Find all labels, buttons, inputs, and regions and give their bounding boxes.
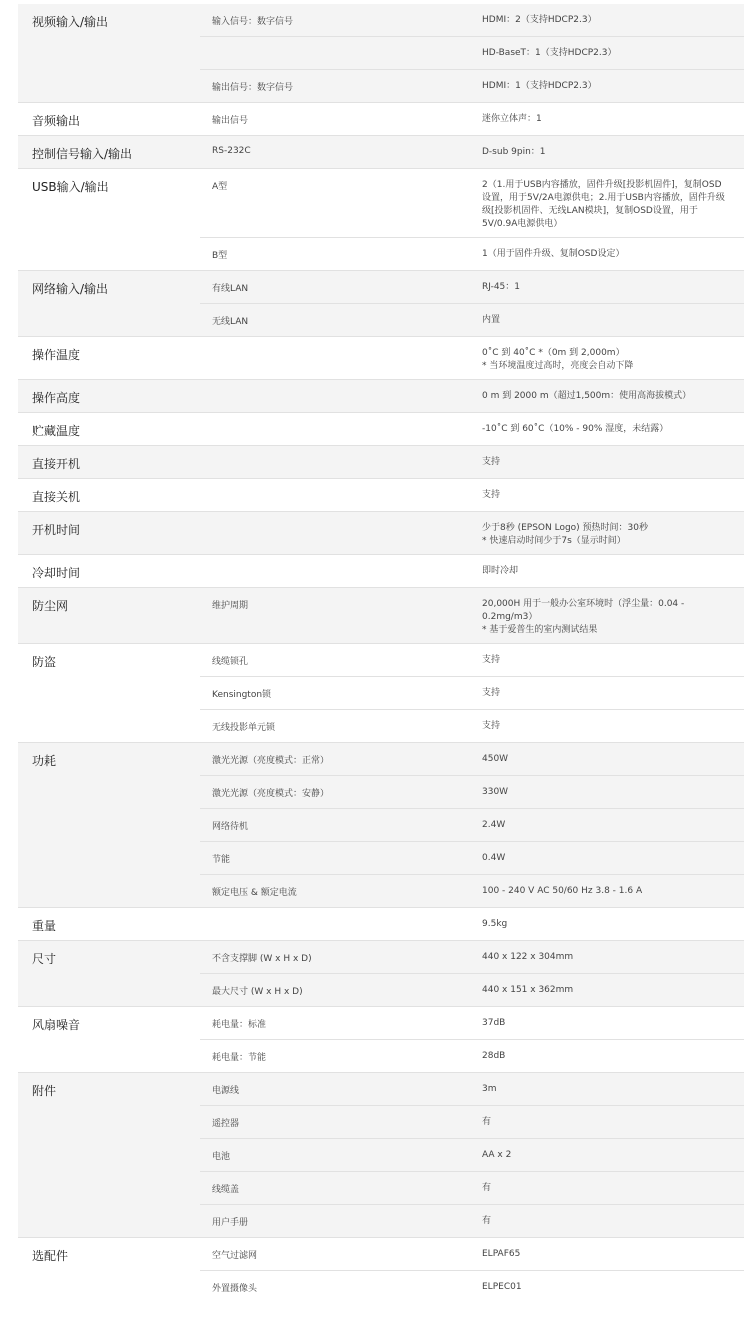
spec-rows [200, 1007, 744, 1072]
spec-group-title: 音频输出 [18, 103, 200, 135]
spec-sub-label: 节能 [212, 855, 231, 865]
spec-row [200, 1073, 744, 1105]
spec-value-line: 即时冷却 [482, 566, 519, 576]
spec-value-line: 少于8秒 (EPSON Logo) 预热时间：30秒 [482, 523, 649, 533]
spec-row [200, 1270, 744, 1303]
spec-value-line: * 快速启动时间少于7s（显示时间） [482, 536, 626, 546]
spec-rows [200, 169, 744, 270]
spec-sub-label [200, 446, 472, 478]
spec-sub-label [200, 908, 472, 940]
spec-value-line: 有 [482, 1117, 492, 1127]
spec-sub-label: 激光光源（亮度模式：安静） [212, 789, 330, 799]
spec-value [472, 1271, 744, 1303]
spec-value [472, 4, 744, 36]
spec-value-line: 0.2mg/m3） [482, 612, 538, 622]
spec-row [200, 874, 744, 907]
spec-group-title: 防尘网 [18, 588, 200, 643]
spec-rows [200, 743, 744, 907]
spec-row [200, 1171, 744, 1204]
spec-rows [200, 337, 744, 379]
spec-sub-label: Kensington锁 [212, 690, 272, 700]
spec-value-line: 9.5kg [482, 919, 508, 929]
spec-group-title: 功耗 [18, 743, 200, 907]
spec-value [472, 70, 744, 102]
spec-value [472, 588, 744, 643]
spec-value [472, 169, 744, 237]
spec-value-line: 有 [482, 1183, 492, 1193]
spec-value [472, 1139, 744, 1171]
spec-sub-label [200, 37, 472, 69]
spec-value-line: 440 x 151 x 362mm [482, 985, 574, 995]
spec-sub-label: 外置摄像头 [212, 1284, 258, 1294]
spec-sub-label: 耗电量：节能 [212, 1053, 267, 1063]
spec-value-line: 支持 [482, 490, 501, 500]
spec-value-line: 0.4W [482, 853, 506, 863]
spec-row [200, 479, 744, 511]
spec-value-line: D-sub 9pin：1 [482, 147, 546, 157]
spec-row [200, 775, 744, 808]
spec-row [200, 555, 744, 587]
spec-value-line: 0 m 到 2000 m（超过1,500m：使用高海拔模式） [482, 391, 692, 401]
spec-row [200, 303, 744, 336]
spec-sub-label: 电池 [212, 1152, 231, 1162]
spec-group [18, 102, 744, 135]
spec-value-line: 3m [482, 1084, 497, 1094]
spec-value-line: 级[投影机固件、无线LAN模块]，复制OSD设置，用于 [482, 206, 698, 216]
spec-rows [200, 908, 744, 940]
spec-value [472, 479, 744, 511]
spec-row [200, 841, 744, 874]
spec-value [472, 446, 744, 478]
spec-value [472, 512, 744, 554]
spec-sub-label [200, 512, 472, 554]
spec-value-line: HDMI：1（支持HDCP2.3） [482, 81, 597, 91]
spec-row [200, 709, 744, 742]
spec-row [200, 413, 744, 445]
spec-value [472, 413, 744, 445]
spec-value-line: 1（用于固件升级、复制OSD设定） [482, 249, 625, 259]
spec-group-title: 贮藏温度 [18, 413, 200, 445]
spec-value-line: 支持 [482, 688, 501, 698]
spec-rows [200, 413, 744, 445]
spec-rows [200, 446, 744, 478]
spec-value [472, 743, 744, 775]
spec-group [18, 336, 744, 379]
spec-value-line: 设置，用于5V/2A电源供电；2.用于USB内容播放，固件升级 [482, 193, 725, 203]
spec-row [200, 1138, 744, 1171]
spec-sub-label: 用户手册 [212, 1218, 249, 1228]
spec-group [18, 135, 744, 168]
spec-value-line: 支持 [482, 655, 501, 665]
spec-value [472, 1106, 744, 1138]
spec-value [472, 776, 744, 808]
spec-row [200, 808, 744, 841]
spec-row [200, 136, 744, 168]
spec-sub-label: 不含支撑脚 (W x H x D) [212, 954, 312, 964]
spec-rows [200, 271, 744, 336]
spec-sub-label: B型 [212, 251, 228, 261]
spec-sub-label: 维护周期 [212, 601, 249, 611]
spec-row [200, 237, 744, 270]
spec-row [200, 1238, 744, 1270]
spec-group-title: 防盗 [18, 644, 200, 742]
spec-group [18, 643, 744, 742]
spec-sub-label: 电源线 [212, 1086, 240, 1096]
spec-row [200, 69, 744, 102]
spec-group-title: 开机时间 [18, 512, 200, 554]
spec-group-title: 控制信号输入/输出 [18, 136, 200, 168]
spec-sub-label: 有线LAN [212, 284, 249, 294]
spec-value-line: 支持 [482, 457, 501, 467]
spec-value [472, 271, 744, 303]
spec-value-line: 支持 [482, 721, 501, 731]
spec-value-line: RJ-45：1 [482, 282, 521, 292]
spec-group-title: 风扇噪音 [18, 1007, 200, 1072]
spec-value [472, 555, 744, 587]
spec-group [18, 554, 744, 587]
spec-group [18, 1006, 744, 1072]
spec-sub-label [200, 413, 472, 445]
spec-value-line: 0˚C 到 40˚C *（0m 到 2,000m） [482, 348, 625, 358]
spec-row [200, 103, 744, 135]
spec-group [18, 478, 744, 511]
spec-row [200, 271, 744, 303]
spec-value [472, 710, 744, 742]
spec-value-line: AA x 2 [482, 1150, 512, 1160]
spec-row [200, 743, 744, 775]
spec-row [200, 446, 744, 478]
spec-group-title: 附件 [18, 1073, 200, 1237]
spec-sub-label: 线缆盖 [212, 1185, 240, 1195]
spec-sub-label: 网络待机 [212, 822, 249, 832]
spec-value [472, 238, 744, 270]
spec-value-line: ELPAF65 [482, 1249, 521, 1259]
spec-rows [200, 103, 744, 135]
spec-sub-label: 遥控器 [212, 1119, 240, 1129]
spec-value-line: 20,000H 用于一般办公室环境时（浮尘量：0.04 - [482, 599, 685, 609]
spec-value-line: -10˚C 到 60˚C（10% - 90% 湿度，未结露） [482, 424, 669, 434]
spec-rows [200, 1238, 744, 1303]
spec-row [200, 676, 744, 709]
spec-row [200, 908, 744, 940]
spec-row [200, 169, 744, 237]
spec-value [472, 875, 744, 907]
spec-value-line: 28dB [482, 1051, 506, 1061]
spec-value [472, 1172, 744, 1204]
spec-sub-label: 无线LAN [212, 317, 249, 327]
spec-value-line: HDMI：2（支持HDCP2.3） [482, 15, 597, 25]
spec-group [18, 940, 744, 1006]
spec-sub-label: A型 [212, 182, 228, 192]
spec-group-title: 冷却时间 [18, 555, 200, 587]
spec-value [472, 644, 744, 676]
spec-rows [200, 1073, 744, 1237]
spec-sub-label: RS-232C [212, 146, 251, 156]
spec-value [472, 1040, 744, 1072]
spec-group-title: 操作温度 [18, 337, 200, 379]
spec-rows [200, 512, 744, 554]
spec-rows [200, 479, 744, 511]
spec-group-title: 尺寸 [18, 941, 200, 1006]
spec-rows [200, 588, 744, 643]
spec-value [472, 809, 744, 841]
spec-sub-label: 输入信号：数字信号 [212, 17, 294, 27]
spec-sub-label: 激光光源（亮度模式：正常） [212, 756, 330, 766]
spec-group [18, 511, 744, 554]
spec-sub-label: 耗电量：标准 [212, 1020, 267, 1030]
spec-row [200, 941, 744, 973]
spec-value [472, 1205, 744, 1237]
spec-table [18, 4, 744, 1303]
spec-sub-label: 无线投影单元锁 [212, 723, 276, 733]
spec-group-title: 操作高度 [18, 380, 200, 412]
spec-group [18, 168, 744, 270]
spec-sub-label [200, 479, 472, 511]
spec-value [472, 941, 744, 973]
spec-rows [200, 644, 744, 742]
spec-sub-label: 输出信号：数字信号 [212, 83, 294, 93]
spec-value-line: 37dB [482, 1018, 506, 1028]
spec-group [18, 1072, 744, 1237]
spec-row [200, 1105, 744, 1138]
spec-value [472, 136, 744, 168]
spec-value-line: 450W [482, 754, 509, 764]
spec-group [18, 587, 744, 643]
spec-row [200, 1039, 744, 1072]
spec-rows [200, 941, 744, 1006]
spec-sub-label [200, 337, 472, 379]
spec-group [18, 742, 744, 907]
spec-sub-label: 线缆锁孔 [212, 657, 249, 667]
spec-value [472, 337, 744, 379]
spec-value-line: HD-BaseT：1（支持HDCP2.3） [482, 48, 617, 58]
spec-rows [200, 380, 744, 412]
spec-row [200, 973, 744, 1006]
spec-group-title: 重量 [18, 908, 200, 940]
spec-group [18, 4, 744, 102]
spec-group [18, 412, 744, 445]
spec-group-title: 直接关机 [18, 479, 200, 511]
spec-row [200, 380, 744, 412]
spec-value [472, 103, 744, 135]
spec-sub-label [200, 380, 472, 412]
spec-value-line: 330W [482, 787, 509, 797]
spec-group [18, 270, 744, 336]
spec-group [18, 907, 744, 940]
spec-value [472, 974, 744, 1006]
spec-row [200, 4, 744, 36]
spec-row [200, 337, 744, 379]
spec-rows [200, 136, 744, 168]
spec-sub-label: 输出信号 [212, 116, 249, 126]
spec-group-title: 直接开机 [18, 446, 200, 478]
spec-value [472, 908, 744, 940]
spec-row [200, 1204, 744, 1237]
spec-rows [200, 555, 744, 587]
spec-value-line: ELPEC01 [482, 1282, 522, 1292]
spec-row [200, 588, 744, 643]
spec-sub-label [200, 555, 472, 587]
spec-row [200, 644, 744, 676]
spec-row [200, 36, 744, 69]
spec-group-title: 视频输入/输出 [18, 4, 200, 102]
spec-value [472, 1007, 744, 1039]
spec-value-line: 2.4W [482, 820, 506, 830]
spec-value-line: 440 x 122 x 304mm [482, 952, 574, 962]
spec-rows [200, 4, 744, 102]
spec-sub-label: 空气过滤网 [212, 1251, 258, 1261]
spec-group [18, 445, 744, 478]
spec-value-line: 5V/0.9A电源供电） [482, 219, 563, 229]
spec-sub-label: 最大尺寸 (W x H x D) [212, 987, 303, 997]
spec-value-line: 内置 [482, 315, 501, 325]
spec-value [472, 677, 744, 709]
spec-value [472, 37, 744, 69]
spec-value-line: * 基于爱普生的室内测试结果 [482, 625, 598, 635]
spec-value [472, 1238, 744, 1270]
spec-value [472, 1073, 744, 1105]
spec-value-line: * 当环境温度过高时，亮度会自动下降 [482, 361, 634, 371]
spec-value [472, 380, 744, 412]
spec-group-title: 网络输入/输出 [18, 271, 200, 336]
spec-group [18, 379, 744, 412]
spec-group-title: 选配件 [18, 1238, 200, 1303]
spec-row [200, 512, 744, 554]
spec-group [18, 1237, 744, 1303]
spec-value-line: 迷你立体声：1 [482, 114, 542, 124]
spec-row [200, 1007, 744, 1039]
spec-value-line: 100 - 240 V AC 50/60 Hz 3.8 - 1.6 A [482, 886, 643, 896]
spec-group-title: USB输入/输出 [18, 169, 200, 270]
spec-value-line: 2（1.用于USB内容播放，固件升级[投影机固件]，复制OSD [482, 180, 722, 190]
spec-value-line: 有 [482, 1216, 492, 1226]
spec-value [472, 304, 744, 336]
spec-sub-label: 额定电压 & 额定电流 [212, 888, 297, 898]
spec-value [472, 842, 744, 874]
